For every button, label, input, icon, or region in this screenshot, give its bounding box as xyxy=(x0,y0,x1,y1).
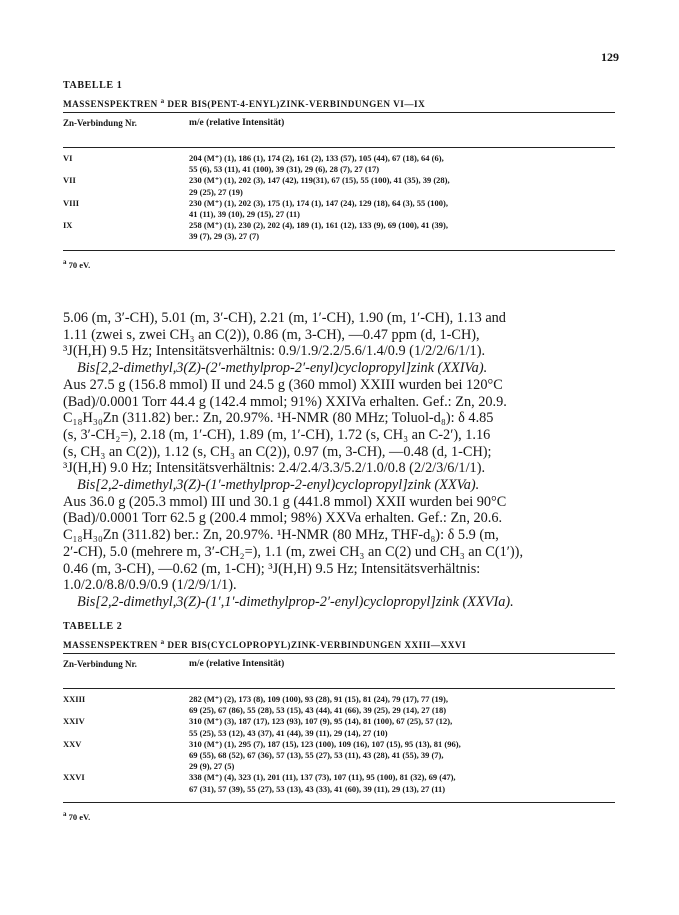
table-1-label: TABELLE 1 xyxy=(63,80,123,91)
table-row xyxy=(63,220,615,242)
body-line: (s, 3′-CH₂=), 2.18 (m, 1′-CH), 1.89 (m, 1′-CH), 1.72 (s, CH₃ an C-2′), 1.16 xyxy=(63,426,491,443)
compound-id: VI xyxy=(63,153,73,164)
body-line: 0.46 (m, 3-CH), —0.62 (m, 1-CH); ³J(H,H) 9.5 Hz; Intensitätsverhältnis: xyxy=(63,560,481,577)
table-2-title xyxy=(63,638,615,650)
table-row xyxy=(63,153,615,175)
mass-spectrum-line: 69 (25), 67 (86), 55 (28), 53 (15), 43 (44), 41 (66), 39 (25), 29 (14), 27 (18) xyxy=(189,705,447,716)
table-row xyxy=(63,739,615,773)
mass-spectrum-line: 29 (25), 27 (19) xyxy=(189,186,243,197)
table-2-footnote-text: 70 eV. xyxy=(66,811,91,822)
mass-spectrum-values xyxy=(189,175,615,197)
mass-spectrum-line: 338 (M⁺) (4), 323 (1), 201 (11), 137 (73), 107 (11), 95 (100), 81 (32), 69 (47), xyxy=(189,772,456,783)
table-1-title-footnote-mark: a xyxy=(160,97,165,105)
compound-heading: Bis[2,2-dimethyl,3(Z)-(1′-methylprop-2-enyl)cyclopropyl]zink (XXVa). xyxy=(77,477,480,494)
table-1-title xyxy=(63,97,615,109)
table-2-bottom-rule xyxy=(63,802,615,803)
table-row xyxy=(63,716,615,738)
compound-id: XXIV xyxy=(63,716,85,727)
mass-spectrum-values xyxy=(189,198,615,220)
table-1-footnote-text: 70 eV. xyxy=(66,259,91,270)
mass-spectrum-line: 55 (25), 53 (12), 43 (37), 41 (44), 39 (11), 29 (14), 27 (10) xyxy=(189,727,388,738)
mass-spectrum-line: 69 (55), 68 (52), 67 (36), 57 (13), 55 (27), 53 (11), 43 (28), 41 (55), 39 (7), xyxy=(189,750,444,761)
mass-spectrum-line: 282 (M⁺) (2), 173 (8), 109 (100), 93 (28), 91 (15), 81 (24), 79 (17), 77 (19), xyxy=(189,694,448,705)
table-1-body xyxy=(63,148,615,243)
table-1-footnote xyxy=(63,258,615,270)
table-row xyxy=(63,198,615,220)
compound-id: XXVI xyxy=(63,772,85,783)
table-2-title-text-rest: DER BIS(CYCLOPROPYL)ZINK-VERBINDUNGEN XXIII—XXVI xyxy=(164,640,467,651)
table-2-header xyxy=(63,654,615,688)
body-line: (s, CH₃ an C(2)), 1.12 (s, CH₃ an C(2)), 0.97 (m, 3-CH), —0.48 (d, 1-CH); xyxy=(63,443,492,460)
compound-id: VIII xyxy=(63,197,80,208)
body-line: ³J(H,H) 9.0 Hz; Intensitätsverhältnis: 2.4/2.4/3.3/5.2/1.0/0.8 (2/2/3/6/1/1). xyxy=(63,460,486,477)
compound-id: XXV xyxy=(63,738,82,749)
table-2-footnote xyxy=(63,810,615,822)
body-line: (Bad)/0.0001 Torr 62.5 g (200.4 mmol; 98%) XXVa erhalten. Gef.: Zn, 20.6. xyxy=(63,510,503,527)
table-1-footnote-mark: a xyxy=(63,257,67,266)
mass-spectrum-line: 204 (M⁺) (1), 186 (1), 174 (2), 161 (2), 133 (57), 105 (44), 67 (18), 64 (6), xyxy=(189,153,444,164)
table-2-body xyxy=(63,689,615,795)
mass-spectrum-line: 55 (6), 53 (11), 41 (100), 39 (31), 29 (6), 28 (7), 27 (17) xyxy=(189,164,380,175)
compound-id: VII xyxy=(63,175,76,186)
body-line: ³J(H,H) 9.5 Hz; Intensitätsverhältnis: 0.9/1.9/2.2/5.6/1.4/0.9 (1/2/2/6/1/1). xyxy=(63,343,486,360)
body-line: 1.0/2.0/8.8/0.9/0.9 (1/2/9/1/1). xyxy=(63,577,237,594)
mass-spectrum-line: 39 (7), 29 (3), 27 (7) xyxy=(189,231,260,242)
mass-spectrum-line: 29 (9), 27 (5) xyxy=(189,761,235,772)
table-1-bottom-rule xyxy=(63,250,615,251)
mass-spectrum-line: 230 (M⁺) (1), 202 (3), 175 (1), 174 (1), 147 (24), 129 (18), 64 (3), 55 (100), xyxy=(189,197,448,208)
mass-spectrum-values xyxy=(189,153,615,175)
table-2-title-footnote-mark: a xyxy=(160,638,165,646)
table-2-col2-header: m/e (relative Intensität) xyxy=(189,659,285,670)
mass-spectrum-line: 310 (M⁺) (3), 187 (17), 123 (93), 107 (9), 95 (14), 81 (100), 67 (25), 57 (12), xyxy=(189,716,453,727)
table-1-col1-header: Zn-Verbindung Nr. xyxy=(63,118,137,129)
mass-spectrum-line: 230 (M⁺) (1), 202 (3), 147 (42), 119(31), 67 (15), 55 (100), 41 (35), 39 (28), xyxy=(189,175,450,186)
mass-spectrum-line: 41 (11), 39 (10), 29 (15), 27 (11) xyxy=(189,209,300,220)
table-2-label: TABELLE 2 xyxy=(63,621,123,632)
body-line: 2′-CH), 5.0 (mehrere m, 3′-CH₂=), 1.1 (m, zwei CH₃ an C(2) und CH₃ an C(1′)), xyxy=(63,543,524,560)
table-1-title-text: MASSENSPEKTREN xyxy=(63,99,161,110)
table-1-title-text-rest: DER BIS(PENT-4-ENYL)ZINK-VERBINDUNGEN VI—IX xyxy=(164,99,426,110)
table-row xyxy=(63,175,615,197)
table-2-footnote-mark: a xyxy=(63,809,67,818)
mass-spectrum-values xyxy=(189,716,615,738)
mass-spectrum-line: 67 (31), 57 (39), 55 (27), 53 (13), 43 (33), 41 (60), 39 (11), 29 (13), 27 (11) xyxy=(189,783,446,794)
table-1 xyxy=(63,80,615,270)
mass-spectrum-values xyxy=(189,694,615,716)
table-2 xyxy=(63,621,615,822)
body-line: C₁₈H₃₀Zn (311.82) ber.: Zn, 20.97%. ¹H-NMR (80 MHz; Toluol-d₈): δ 4.85 xyxy=(63,410,494,427)
compound-heading: Bis[2,2-dimethyl,3(Z)-(1′,1′-dimethylprop-2′-enyl)cyclopropyl]zink (XXVIa). xyxy=(77,593,514,610)
body-line: 5.06 (m, 3′-CH), 5.01 (m, 3′-CH), 2.21 (m, 1′-CH), 1.90 (m, 1′-CH), 1.13 and xyxy=(63,310,506,326)
table-row xyxy=(63,772,615,794)
page-number: 129 xyxy=(601,50,619,64)
table-1-col2-header: m/e (relative Intensität) xyxy=(189,118,285,129)
mass-spectrum-values xyxy=(189,220,615,242)
body-text xyxy=(63,310,623,611)
body-line: (Bad)/0.0001 Torr 44.4 g (142.4 mmol; 91%) XXIVa erhalten. Gef.: Zn, 20.9. xyxy=(63,393,507,410)
table-1-header xyxy=(63,113,615,147)
mass-spectrum-line: 310 (M⁺) (1), 295 (7), 187 (15), 123 (100), 109 (16), 107 (15), 95 (13), 81 (96), xyxy=(189,738,461,749)
body-line: 1.11 (zwei s, zwei CH₃ an C(2)), 0.86 (m, 3-CH), —0.47 ppm (d, 1-CH), xyxy=(63,326,480,343)
body-line: Aus 36.0 g (205.3 mmol) III und 30.1 g (441.8 mmol) XXII wurden bei 90°C xyxy=(63,493,507,510)
compound-id: IX xyxy=(63,220,73,231)
mass-spectrum-values xyxy=(189,772,615,794)
mass-spectrum-line: 258 (M⁺) (1), 230 (2), 202 (4), 189 (1), 161 (12), 133 (9), 69 (100), 41 (39), xyxy=(189,220,448,231)
body-line: Aus 27.5 g (156.8 mmol) II und 24.5 g (360 mmol) XXIII wurden bei 120°C xyxy=(63,376,503,393)
compound-heading: Bis[2,2-dimethyl,3(Z)-(2′-methylprop-2′-enyl)cyclopropyl]zink (XXIVa). xyxy=(77,360,488,377)
table-2-col1-header: Zn-Verbindung Nr. xyxy=(63,659,137,670)
mass-spectrum-values xyxy=(189,739,615,773)
compound-id: XXIII xyxy=(63,694,86,705)
body-line: C₁₈H₃₀Zn (311.82) ber.: Zn, 20.97%. ¹H-NMR (80 MHz, THF-d₈): δ 5.9 (m, xyxy=(63,527,499,544)
table-row xyxy=(63,694,615,716)
table-2-title-text: MASSENSPEKTREN xyxy=(63,640,161,651)
